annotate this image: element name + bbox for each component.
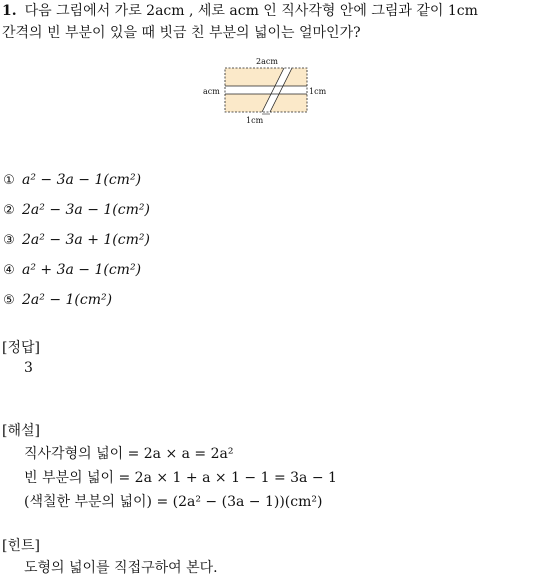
answer-header: [정답] [2,340,40,356]
choice-text: 2a² − 3a − 1(cm²) [22,202,150,218]
right-label: 1cm [309,87,327,96]
explanation-header: [해설] [2,423,40,439]
question-text-1: 다음 그림에서 가로 2acm , 세로 acm 인 직사각형 안에 그림과 같이 1cm [24,3,478,19]
question-line-1 [2,2,478,20]
choice-text: a² − 3a − 1(cm²) [22,172,142,188]
bottom-label: 1cm [246,116,264,125]
explanation-line-1: 직사각형의 넓이 = 2a × a = 2a² [24,446,234,462]
choice-text: 2a² − 3a + 1(cm²) [22,232,150,248]
choice-3[interactable] [2,231,150,250]
rectangle-figure [200,56,330,128]
choice-4[interactable] [2,261,141,280]
question-line-2: 간격의 빈 부분이 있을 때 빗금 친 부분의 넓이는 얼마인가? [2,25,361,41]
explanation-line-3: (색칠한 부분의 넓이) = (2a² − (3a − 1))(cm²) [24,494,323,510]
choice-text: 2a² − 1(cm²) [22,292,113,308]
choice-mark: ⑤ [3,293,15,308]
choice-1[interactable] [2,171,141,190]
top-label: 2acm [256,57,278,66]
choice-mark: ④ [3,263,15,278]
choice-5[interactable] [2,291,112,310]
answer-value: 3 [24,360,33,376]
horizontal-strip [225,86,307,94]
hint-header: [힌트] [2,538,40,554]
choice-mark: ① [3,173,15,188]
left-label: acm [203,87,220,96]
choice-2[interactable] [2,201,150,220]
hint-text: 도형의 넓이를 직접구하여 본다. [24,560,218,576]
choice-text: a² + 3a − 1(cm²) [22,262,142,278]
choice-mark: ② [3,203,15,218]
question-number: 1. [2,3,17,19]
explanation-line-2: 빈 부분의 넓이 = 2a × 1 + a × 1 − 1 = 3a − 1 [24,470,337,486]
choice-mark: ③ [3,233,15,248]
